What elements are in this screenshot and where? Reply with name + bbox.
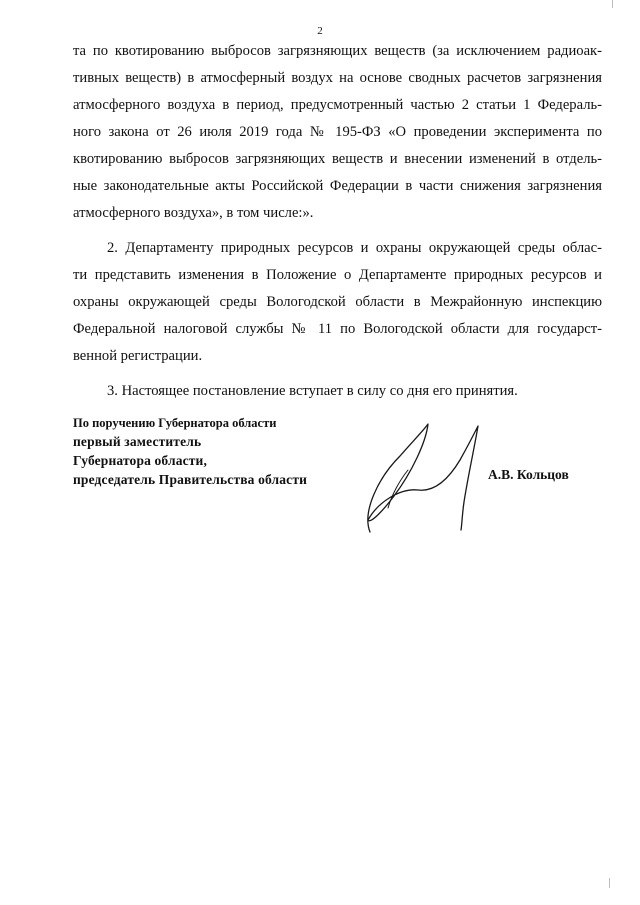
page-number: 2 [317,25,323,37]
signatory-title-line: Губернатора области, [73,453,207,468]
signatory-title-line: председатель Правительства области [73,472,308,487]
paragraph-line: та по квотированию выбросов загрязняющих веществ (за исключением радиоак- [73,43,602,59]
scan-edge-mark [609,878,610,888]
handwritten-signature [348,420,498,535]
paragraph-line: венной регистрации. [73,348,203,364]
paragraph-line: атмосферного воздуха в период, предусмотренный частью 2 статьи 1 Федераль- [73,97,602,113]
paragraph-line: тивных веществ) в атмосферный воздух на основе сводных расчетов загрязнения [73,70,602,86]
signature-authority-line: По поручению Губернатора области [73,416,277,430]
paragraph-line: Федеральной налоговой службы № 11 по Вологодской области для государст- [73,321,602,337]
paragraph-3 [73,378,602,405]
paragraph-line: 3. Настоящее постановление вступает в силу со дня его принятия. [107,383,518,399]
signature-block [73,414,373,489]
paragraph-2 [73,235,602,370]
signer-name: А.В. Кольцов [488,467,569,482]
paragraph-line: охраны окружающей среды Вологодской области в Межрайонную инспекцию [73,294,602,310]
paragraph-line: ного закона от 26 июля 2019 года № 195-ФЗ «О проведении эксперимента по [73,124,602,140]
document-body [73,38,602,405]
paragraph-line: ти представить изменения в Положение о Департаменте природных ресурсов и [73,267,602,283]
paragraph-line: 2. Департаменту природных ресурсов и охраны окружающей среды облас- [107,240,602,256]
paragraph-line: квотированию выбросов загрязняющих веществ и внесении изменений в отдель- [73,151,602,167]
paragraph-line: ные законодательные акты Российской Федерации в части снижения загрязнения [73,178,602,194]
paragraph-1 [73,38,602,227]
signatory-title-line: первый заместитель [73,434,202,449]
scan-edge-mark [612,0,613,8]
paragraph-line: атмосферного воздуха», в том числе:». [73,205,314,221]
